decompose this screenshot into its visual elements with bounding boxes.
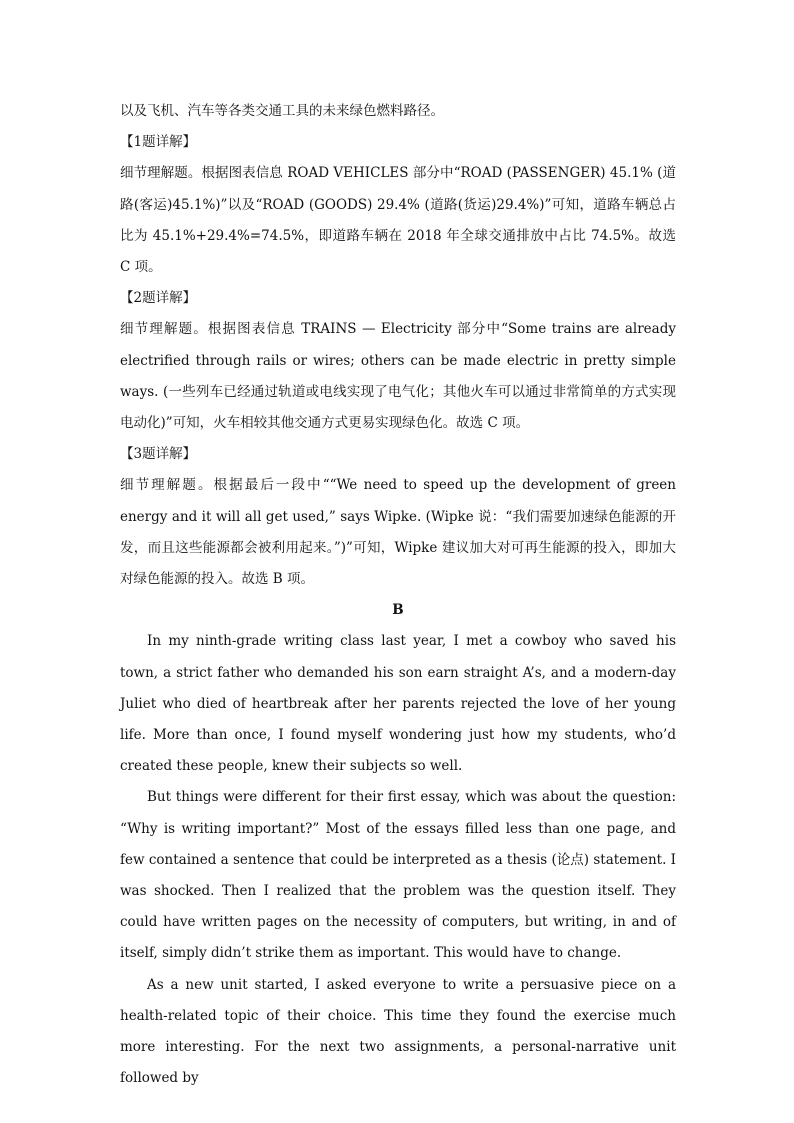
- intro-line: 以及飞机、汽车等各类交通工具的未来绿色燃料路径。: [120, 103, 444, 119]
- passage-paragraph-1: In my ninth-grade writing class last year, I met a cowboy who saved his town, a strict father who demanded his son earn straight A’s, and a modern-day Juliet who died of heartbreak after her parents rejected the love of her young life. More than once, I found myself wondering just how my students, who’d created these people, knew their subjects so well.: [120, 633, 676, 775]
- section-b-label: B: [392, 602, 404, 619]
- passage-paragraph-2: But things were different for their first essay, which was about the question: “Why is writing important?” Most of the essays filled less than one page, and few contained a sentence that could be interpreted as a thesis (论点) statement. I was shocked. Then I realized that the problem was the question itself. They could have written pages on the necessity of computers, but writing, in and of itself, simply didn’t strike them as important. This would have to change.: [120, 789, 676, 962]
- document-page: [120, 96, 676, 1095]
- question-3-explanation: 细节理解题。根据最后一段中““We need to speed up the development of green energy and it will all get used,” says Wipke. (Wipke 说：“我们需要加速绿色能源的开发，而且这些能源都会被利用起来。”)”可知，Wipke 建议加大对可再生能源的投入，即加大对绿色能源的投入。故选 B 项。: [120, 477, 676, 588]
- question-3-heading: 【3题详解】: [120, 446, 197, 463]
- passage-paragraph-3: As a new unit started, I asked everyone to write a persuasive piece on a health-related topic of their choice. This time they found the exercise much more interesting. For the next two assignments, a personal-narrative unit followed by: [120, 976, 676, 1087]
- question-2-explanation: 细节理解题。根据图表信息 TRAINS — Electricity 部分中“Some trains are already electrified through rails or wires; others can be made electric in pretty simple ways. (一些列车已经通过轨道或电线实现了电气化；其他火车可以通过非常简单的方式实现电动化)”可知，火车相较其他交通方式更易实现绿色化。故选 C 项。: [120, 321, 676, 432]
- question-2-heading: 【2题详解】: [120, 290, 197, 307]
- question-1-explanation: 细节理解题。根据图表信息 ROAD VEHICLES 部分中“ROAD (PASSENGER) 45.1% (道路(客运)45.1%)”以及“ROAD (GOODS) 29.4% (道路(货运)29.4%)”可知，道路车辆总占比为 45.1%+29.4%=74.5%，即道路车辆在 2018 年全球交通排放中占比 74.5%。故选 C 项。: [120, 165, 676, 276]
- question-1-heading: 【1题详解】: [120, 134, 197, 151]
